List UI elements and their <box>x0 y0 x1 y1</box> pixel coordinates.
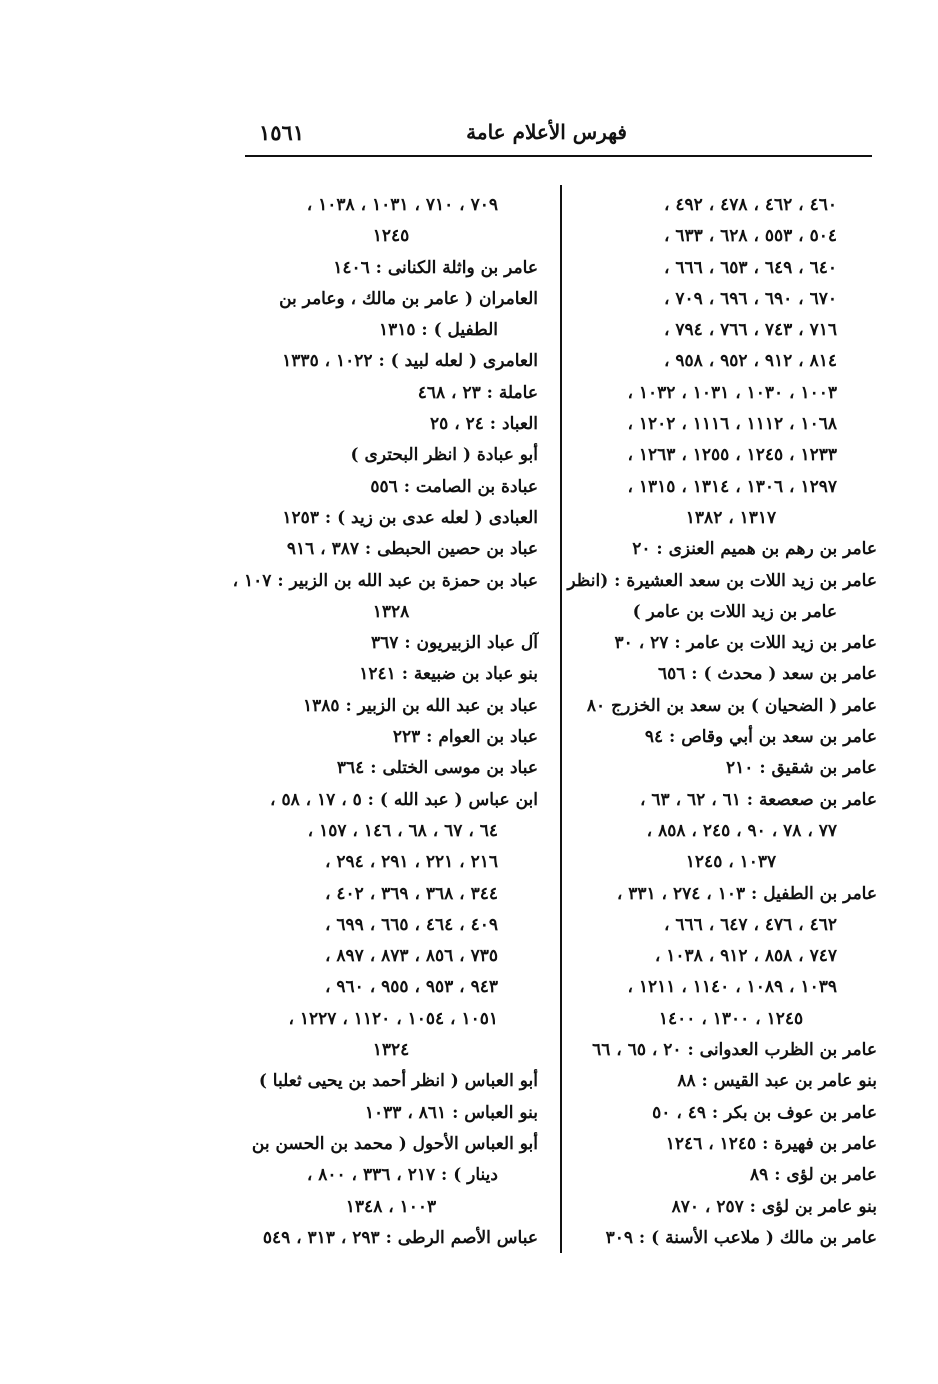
index-column-right <box>567 190 877 1254</box>
page-number: ١٥٦١ <box>259 120 305 145</box>
index-line: عامر بن زيد اللات بن عامر : ٢٧ ، ٣٠ <box>614 633 877 654</box>
index-line: ٢١٦ ، ٢٢١ ، ٢٩١ ، ٢٩٤ ، <box>324 852 498 873</box>
index-line: عباد بن العوام : ٢٢٣ <box>392 727 538 748</box>
index-line: بنو عامر بن لؤى : ٢٥٧ ، ٨٧٠ <box>671 1196 877 1217</box>
index-line: ١٠٠٣ ، ١٣٤٨ <box>345 1196 437 1217</box>
index-line: عامر بن فهيرة : ١٢٤٥ ، ١٢٤٦ <box>665 1133 877 1154</box>
index-line: ٤٦٢ ، ٤٧٦ ، ٦٤٧ ، ٦٦٦ ، <box>663 914 837 935</box>
index-line: عباد بن حصين الحبطى : ٣٨٧ ، ٩١٦ <box>286 539 538 560</box>
index-line: عبادة بن الصامت : ٥٥٦ <box>370 476 538 497</box>
index-line: ٧٤٧ ، ٨٥٨ ، ٩١٢ ، ١٠٣٨ ، <box>654 946 837 967</box>
index-line: ١٣١٧ ، ١٣٨٢ <box>685 507 777 528</box>
index-line: عامر ( الضحيان ) بن سعد بن الخزرج ٨٠ <box>586 695 877 716</box>
index-line: ١٠٥١ ، ١٠٥٤ ، ١١٢٠ ، ١٢٢٧ ، <box>288 1008 498 1029</box>
index-line: ٨١٤ ، ٩١٢ ، ٩٥٢ ، ٩٥٨ ، <box>663 351 837 372</box>
page-header <box>245 118 867 154</box>
index-line: بنو العباس : ٨٦١ ، ١٠٣٣ <box>364 1102 538 1123</box>
index-line: عباد بن موسى الختلى : ٣٦٤ <box>336 758 538 779</box>
index-line: بنو عامر بن عبد القيس : ٨٨ <box>677 1071 877 1092</box>
index-line: عباد بن حمزة بن عبد الله بن الزبير : ١٠٧ ، <box>232 570 538 591</box>
index-line: العامرى ( لعله لبيد ) : ١٠٢٢ ، ١٣٣٥ <box>282 351 538 372</box>
index-line: ٧١٦ ، ٧٤٣ ، ٧٦٦ ، ٧٩٤ ، <box>663 320 837 341</box>
running-title: فهرس الأعلام عامة <box>466 120 627 144</box>
index-line: عاملة : ٢٣ ، ٤٦٨ <box>417 382 538 403</box>
index-line: ١٢٤٥ ، ١٣٠٠ ، ١٤٠٠ <box>658 1008 804 1029</box>
index-line: عباس الأصم الرطى : ٢٩٣ ، ٣١٣ ، ٥٤٩ <box>262 1227 538 1248</box>
index-line: عامر بن زيد اللات بن عامر ) <box>632 601 837 622</box>
index-line: الطفيل ) : ١٣١٥ <box>378 320 498 341</box>
index-line: بنو عباد بن ضبيعة : ١٢٤١ <box>359 664 538 685</box>
index-line: ٧٧ ، ٧٨ ، ٩٠ ، ٢٤٥ ، ٨٥٨ ، <box>646 820 837 841</box>
index-line: العباد : ٢٤ ، ٢٥ <box>430 414 538 435</box>
index-line: العبادى ( لعله عدى بن زيد ) : ١٢٥٣ <box>282 507 538 528</box>
index-line: عامر بن سعد بن أبي وقاص : ٩٤ <box>644 727 877 748</box>
index-line: أبو العباس ( انظر أحمد بن يحيى ثعلبا ) <box>258 1071 538 1092</box>
header-rule <box>245 155 872 157</box>
index-line: ١٠٣٩ ، ١٠٨٩ ، ١١٤٠ ، ١٢١١ ، <box>627 977 837 998</box>
index-line: عامر بن عوف بن بكر : ٤٩ ، ٥٠ <box>652 1102 877 1123</box>
index-line: عباد بن عبد الله بن الزبير : ١٣٨٥ <box>303 695 538 716</box>
index-line: ٤٠٩ ، ٤٦٤ ، ٦٦٥ ، ٦٩٩ ، <box>324 914 498 935</box>
index-line: ١٠٣٧ ، ١٢٤٥ <box>685 852 777 873</box>
index-line: ٤٦٠ ، ٤٦٢ ، ٤٧٨ ، ٤٩٢ ، <box>663 195 837 215</box>
index-line: ١٢٤٥ <box>372 226 410 247</box>
index-line: عامر بن واثلة الكنانى : ١٤٠٦ <box>333 257 538 278</box>
index-line: ١٠٠٣ ، ١٠٣٠ ، ١٠٣١ ، ١٠٣٢ ، <box>627 382 837 403</box>
index-line: ١٠٦٨ ، ١١١٢ ، ١١١٦ ، ١٢٠٢ ، <box>627 414 837 435</box>
index-line: عامر بن شقيق : ٢١٠ <box>726 758 877 779</box>
index-line: ٧٣٥ ، ٨٥٦ ، ٨٧٣ ، ٨٩٧ ، <box>324 946 498 967</box>
index-line: ٦٤٠ ، ٦٤٩ ، ٦٥٣ ، ٦٦٦ ، <box>663 257 837 278</box>
index-line: ٩٤٣ ، ٩٥٣ ، ٩٥٥ ، ٩٦٠ ، <box>324 977 498 998</box>
index-line: ١٢٣٣ ، ١٢٤٥ ، ١٢٥٥ ، ١٢٦٣ ، <box>627 445 837 466</box>
index-line: آل عباد الزبيريون : ٣٦٧ <box>371 633 538 654</box>
index-line: عامر بن الظرب العدوانى : ٢٠ ، ٦٥ ، ٦٦ <box>592 1040 877 1061</box>
index-line: عامر بن صعصعة : ٦١ ، ٦٢ ، ٦٣ ، <box>640 789 877 810</box>
index-line: ٣٤٤ ، ٣٦٨ ، ٣٦٩ ، ٤٠٢ ، <box>324 883 498 904</box>
index-line: ٦٤ ، ٦٧ ، ٦٨ ، ١٤٦ ، ١٥٧ ، <box>307 820 498 841</box>
index-line: دينار ) : ٢١٧ ، ٣٣٦ ، ٨٠٠ ، <box>306 1165 498 1186</box>
index-line: ابن عباس ( عبد الله ) : ٥ ، ١٧ ، ٥٨ ، <box>270 789 538 810</box>
index-line: ٦٧٠ ، ٦٩٠ ، ٦٩٦ ، ٧٠٩ ، <box>663 288 837 309</box>
index-line: عامر بن رهم بن هميم العنزى : ٢٠ <box>632 539 877 560</box>
index-line: عامر بن لؤى : ٨٩ <box>750 1165 877 1186</box>
index-line: ١٣٢٨ <box>372 601 410 622</box>
index-line: أبو عبادة ( انظر البحترى ) <box>350 445 538 466</box>
index-line: العامران ( عامر بن مالك ، وعامر بن <box>279 288 538 309</box>
index-line: عامر بن مالك ( ملاعب الأسنة ) : ٣٠٩ <box>605 1227 877 1248</box>
index-line: ١٢٩٧ ، ١٣٠٦ ، ١٣١٤ ، ١٣١٥ ، <box>627 476 837 497</box>
index-line: ١٣٢٤ <box>372 1040 410 1061</box>
column-divider <box>560 185 562 1253</box>
index-line: عامر بن سعد ( محدث ) : ٦٥٦ <box>657 664 877 685</box>
index-column-left <box>232 190 538 1254</box>
index-line: عامر بن الطفيل : ١٠٣ ، ٢٧٤ ، ٣٣١ ، <box>616 883 877 904</box>
index-line: ٥٠٤ ، ٥٥٣ ، ٦٢٨ ، ٦٣٣ ، <box>663 226 837 247</box>
index-line: ٧٠٩ ، ٧١٠ ، ١٠٣١ ، ١٠٣٨ ، <box>306 195 498 215</box>
index-line: أبو العباس الأحول ( محمد بن الحسن بن <box>251 1133 538 1154</box>
index-line: عامر بن زيد اللات بن سعد العشيرة : (انظر <box>567 570 877 591</box>
